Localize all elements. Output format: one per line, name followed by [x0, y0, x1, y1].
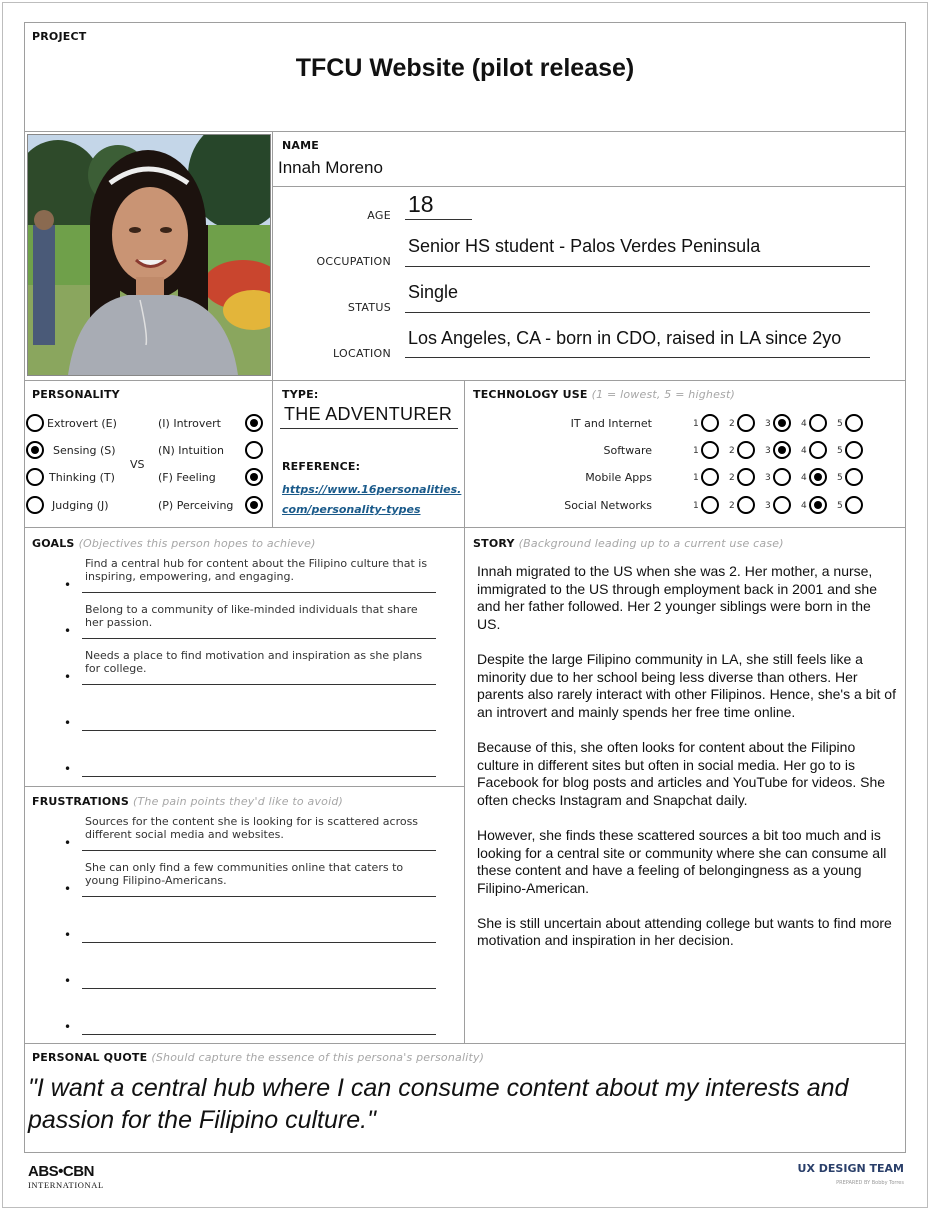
rating-radio[interactable] — [701, 414, 719, 432]
frustration-bullet: • — [64, 836, 72, 850]
occupation-label: OCCUPATION — [316, 255, 391, 268]
rating-radio[interactable] — [773, 468, 791, 486]
rating-number: 1 — [693, 446, 699, 456]
persona-name: Innah Moreno — [278, 158, 383, 177]
rating-radio[interactable] — [845, 414, 863, 432]
rating-radio[interactable] — [737, 496, 755, 514]
rating-radio[interactable] — [737, 414, 755, 432]
rating-radio[interactable] — [809, 441, 827, 459]
rating-number: 1 — [693, 419, 699, 429]
frustration-bullet: • — [64, 882, 72, 896]
rating-number: 5 — [837, 473, 843, 483]
project-title: TFCU Website (pilot release) — [295, 54, 635, 82]
story-paragraph: Innah migrated to the US when she was 2. Her mother, a nurse, immigrated to the US through employment back in 2001 and she and her father followed. Her 2 younger siblings were born in the US. — [477, 563, 878, 632]
rating-number: 5 — [837, 446, 843, 456]
occupation-value: Senior HS student - Palos Verdes Peninsula — [408, 236, 761, 256]
story-paragraph: However, she finds these scattered sources a bit too much and is looking for a central site or community where she can consume all these content and have a feeling of belongingness as a young Filipino-American. — [477, 826, 887, 896]
rating-number: 1 — [693, 501, 699, 511]
goal-line — [82, 730, 436, 731]
radio-introvert[interactable] — [245, 414, 263, 432]
frustration-line — [82, 942, 436, 943]
story-paragraph: She is still uncertain about attending college but wants to find more motivation and inspiration in her decision. — [477, 914, 892, 949]
frustration-item: She can only find a few communities online that caters to young Filipino-Americans. — [85, 861, 404, 887]
vs-label: VS — [130, 458, 145, 471]
rating-radio[interactable] — [773, 441, 791, 459]
technology-row-label: Mobile Apps — [585, 471, 652, 484]
rating-radio[interactable] — [737, 468, 755, 486]
radio-perceiving[interactable] — [245, 496, 263, 514]
radio-extrovert[interactable] — [26, 414, 44, 432]
technology-row-label: Social Networks — [564, 499, 652, 512]
rating-number: 4 — [801, 473, 807, 483]
personality-label: PERSONALITY — [32, 388, 120, 401]
story-label — [473, 537, 784, 550]
name-label: NAME — [282, 139, 319, 152]
extrovert-label: Extrovert (E) — [47, 417, 117, 430]
goals-label — [32, 537, 316, 550]
goal-line — [82, 592, 436, 593]
rating-number: 4 — [801, 501, 807, 511]
frustrations-title: FRUSTRATIONS — [32, 795, 129, 808]
age-value: 18 — [408, 191, 434, 217]
goal-bullet: • — [64, 670, 72, 684]
frustration-bullet: • — [64, 974, 72, 988]
perceiving-label: (P) Perceiving — [158, 499, 234, 512]
location-value: Los Angeles, CA - born in CDO, raised in LA since 2yo — [408, 328, 842, 348]
goal-bullet: • — [64, 578, 72, 592]
rating-number: 2 — [729, 419, 735, 429]
reference-link[interactable] — [282, 480, 461, 520]
location-label: LOCATION — [333, 347, 391, 360]
rating-number: 3 — [765, 446, 771, 456]
goal-item: Needs a place to find motivation and inspiration as she plans for college. — [85, 649, 423, 675]
frustrations-label — [32, 795, 343, 808]
rating-number: 5 — [837, 419, 843, 429]
goal-bullet: • — [64, 762, 72, 776]
goal-bullet: • — [64, 624, 72, 638]
thinking-label: Thinking (T) — [49, 471, 115, 484]
reference-link-line1[interactable]: https://www.16personalities. — [282, 483, 462, 496]
status-value: Single — [408, 282, 459, 302]
intuition-label: (N) Intuition — [158, 444, 224, 457]
age-label: AGE — [367, 209, 391, 222]
goal-line — [82, 776, 436, 777]
goals-title: GOALS — [32, 537, 75, 550]
technology-hint: (1 = lowest, 5 = highest) — [591, 388, 735, 401]
goal-bullet: • — [64, 716, 72, 730]
rating-radio[interactable] — [701, 496, 719, 514]
rating-radio[interactable] — [701, 441, 719, 459]
story-paragraph: Despite the large Filipino community in LA, she still feels like a minority due to her school being less diverse than others. Her parents also rarely interact with other Filipinos. Hence, she's a bit of an introvert and mainly spends her free time online. — [477, 650, 896, 720]
story-paragraph: Because of this, she often looks for content about the Filipino culture in different sites but often in social media. Her go to is Facebook for blog posts and articles and YouTube for videos. She often checks Instagram and Snapchat daily. — [477, 738, 886, 808]
radio-feeling[interactable] — [245, 468, 263, 486]
rating-radio[interactable] — [773, 496, 791, 514]
rating-radio[interactable] — [773, 414, 791, 432]
frustration-item: Sources for the content she is looking for is scattered across different social media and websites. — [85, 815, 419, 841]
technology-title: TECHNOLOGY USE — [473, 388, 588, 401]
goals-hint: (Objectives this person hopes to achieve) — [78, 537, 316, 550]
rating-radio[interactable] — [845, 468, 863, 486]
story-text — [477, 563, 897, 968]
abs-cbn-logo — [28, 1164, 118, 1190]
rating-radio[interactable] — [809, 496, 827, 514]
frustrations-hint: (The pain points they'd like to avoid) — [132, 795, 344, 808]
goal-item: Find a central hub for content about the Filipino culture that is inspiring, empowering, and engaging. — [85, 557, 428, 583]
quote-title: PERSONAL QUOTE — [32, 1051, 148, 1064]
rating-radio[interactable] — [737, 441, 755, 459]
technology-row-label: IT and Internet — [570, 417, 652, 430]
team-label: UX DESIGN TEAM — [797, 1162, 904, 1175]
feeling-label: (F) Feeling — [158, 471, 216, 484]
quote-label — [32, 1051, 484, 1064]
rating-radio[interactable] — [701, 468, 719, 486]
logo-subtitle: INTERNATIONAL — [28, 1180, 104, 1190]
frustration-bullet: • — [64, 928, 72, 942]
rating-number: 3 — [765, 419, 771, 429]
rating-number: 3 — [765, 473, 771, 483]
frustration-line — [82, 988, 436, 989]
rating-number: 3 — [765, 501, 771, 511]
radio-thinking[interactable] — [26, 468, 44, 486]
rating-number: 2 — [729, 446, 735, 456]
judging-label: Judging (J) — [52, 499, 109, 512]
logo-wordmark: ABS•CBN — [28, 1163, 94, 1180]
reference-label: REFERENCE: — [282, 460, 361, 473]
rating-radio[interactable] — [845, 441, 863, 459]
persona-photo — [27, 134, 271, 376]
rating-number: 4 — [801, 446, 807, 456]
project-label: PROJECT — [32, 30, 87, 43]
frustration-bullet: • — [64, 1020, 72, 1034]
rating-number: 5 — [837, 501, 843, 511]
rating-radio[interactable] — [809, 414, 827, 432]
quote-hint: (Should capture the essence of this persona's personality) — [151, 1051, 485, 1064]
rating-number: 1 — [693, 473, 699, 483]
credit-label: PREPARED BY Bobby Torres — [836, 1180, 904, 1186]
frustration-line — [82, 896, 436, 897]
sensing-label: Sensing (S) — [53, 444, 116, 457]
frustration-line — [82, 850, 436, 851]
technology-row-label: Software — [603, 444, 652, 457]
rating-number: 2 — [729, 473, 735, 483]
goal-line — [82, 684, 436, 685]
story-hint: (Background leading up to a current use case) — [518, 537, 784, 550]
rating-radio[interactable] — [845, 496, 863, 514]
status-label: STATUS — [347, 301, 391, 314]
frustration-line — [82, 1034, 436, 1035]
radio-intuition[interactable] — [245, 441, 263, 459]
goal-line — [82, 638, 436, 639]
reference-link-line2[interactable]: com/personality-types — [282, 503, 421, 516]
rating-number: 4 — [801, 419, 807, 429]
rating-radio[interactable] — [809, 468, 827, 486]
type-label: TYPE: — [282, 388, 319, 401]
type-value: THE ADVENTURER — [284, 404, 453, 424]
radio-judging[interactable] — [26, 496, 44, 514]
technology-label — [473, 388, 735, 401]
story-title: STORY — [473, 537, 515, 550]
introvert-label: (I) Introvert — [158, 417, 221, 430]
goal-item: Belong to a community of like-minded individuals that share her passion. — [85, 603, 418, 629]
rating-number: 2 — [729, 501, 735, 511]
personal-quote: "I want a central hub where I can consume content about my interests and passion for the Filipino culture." — [28, 1074, 849, 1134]
radio-sensing[interactable] — [26, 441, 44, 459]
